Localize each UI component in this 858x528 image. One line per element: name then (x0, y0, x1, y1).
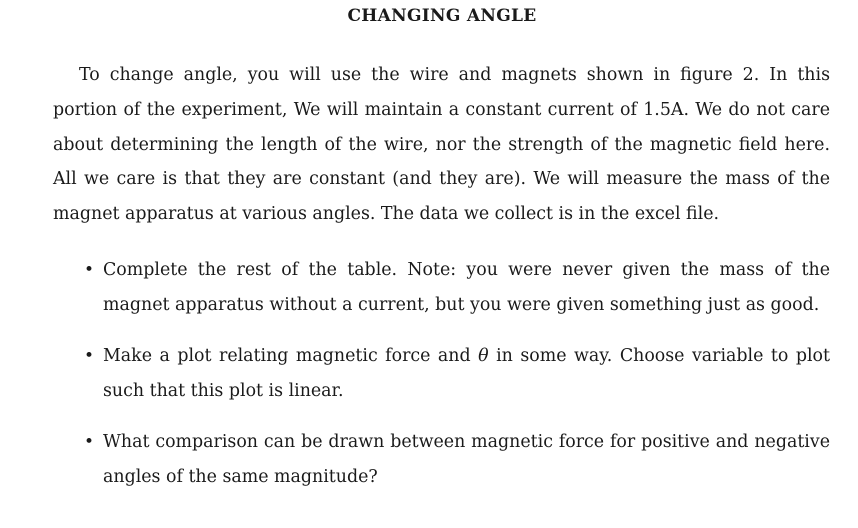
bullet-icon: • (84, 346, 95, 367)
question-text-start: Make a plot relating magnetic force and (103, 346, 479, 367)
question-item-comparison (53, 425, 830, 495)
question-list (53, 253, 830, 511)
intro-paragraph: To change angle, you will use the wire and magnets shown in figure 2. In this portion of the experiment, We will maintain a constant current of 1.5A. We do not care about determining the length of the wire, nor the strength of the magnetic field here. All we care is that they are constant (and they are). We will measure the mass of the magnet apparatus at various angles. The data we collect is in the excel file. (53, 65, 830, 225)
bullet-icon: • (84, 432, 95, 453)
theta-symbol: θ (478, 346, 489, 367)
question-item-table (53, 253, 830, 323)
bullet-icon: • (84, 260, 95, 280)
question-text: Complete the rest of the table. Note: you were never given the mass of the magnet apparatus without a current, but you were given something just as good. (103, 260, 830, 315)
section-title: CHANGING ANGLE (347, 6, 537, 26)
question-text-end: in some way. Choose variable to plot such that this plot is linear. (103, 346, 830, 401)
question-item-plot (53, 339, 830, 409)
question-text: What comparison can be drawn between magnetic force for positive and negative angles of the same magnitude? (103, 432, 830, 487)
